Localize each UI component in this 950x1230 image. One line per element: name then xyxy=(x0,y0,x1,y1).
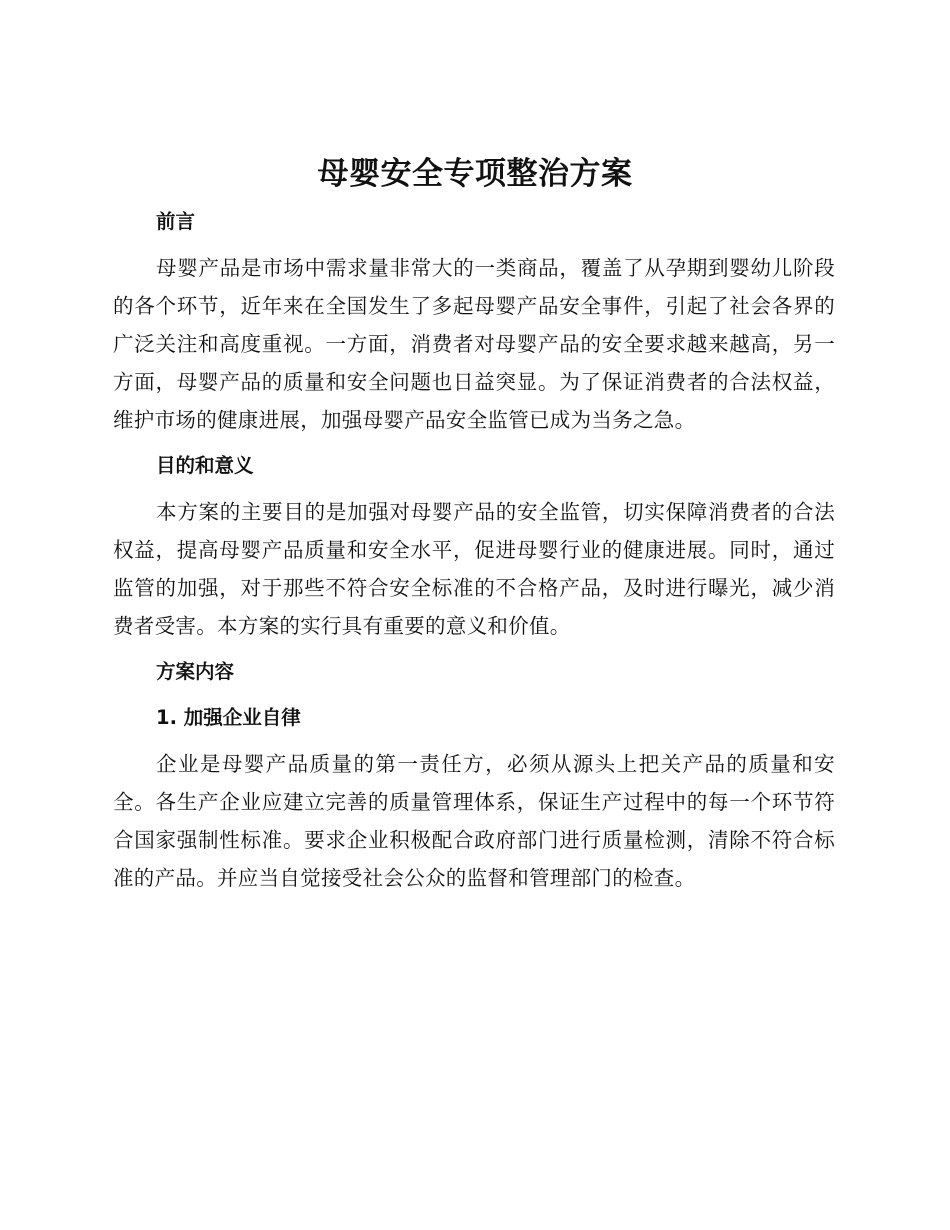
section-paragraph-purpose: 本方案的主要目的是加强对母婴产品的安全监管，切实保障消费者的合法权益，提高母婴产品质量和安全水平，促进母婴行业的健康进展。同时，通过监管的加强，对于那些不符合安全标准的不合格产品，及时进行曝光，减少消费者受害。本方案的实行具有重要的意义和价值。 xyxy=(113,500,835,638)
section-heading-preface: 前言 xyxy=(156,210,196,233)
subsection-heading-enterprise-self-discipline: 1. 加强企业自律 xyxy=(156,706,301,729)
document-body xyxy=(113,195,835,905)
section-heading-purpose: 目的和意义 xyxy=(156,454,254,477)
section-paragraph-preface: 母婴产品是市场中需求量非常大的一类商品，覆盖了从孕期到婴幼儿阶段的各个环节，近年来在全国发生了多起母婴产品安全事件，引起了社会各界的广泛关注和高度重视。一方面，消费者对母婴产品的安全要求越来越高，另一方面，母婴产品的质量和安全问题也日益突显。为了保证消费者的合法权益，维护市场的健康进展，加强母婴产品安全监管已成为当务之急。 xyxy=(113,256,835,432)
document-title: 母婴安全专项整治方案 xyxy=(317,156,633,192)
subsection-paragraph-enterprise-self-discipline: 企业是母婴产品质量的第一责任方，必须从源头上把关产品的质量和安全。各生产企业应建立完善的质量管理体系，保证生产过程中的每一个环节符合国家强制性标准。要求企业积极配合政府部门进行质量检测，清除不符合标准的产品。并应当自觉接受社会公众的监督和管理部门的检查。 xyxy=(113,752,835,890)
section-heading-content: 方案内容 xyxy=(156,660,235,683)
